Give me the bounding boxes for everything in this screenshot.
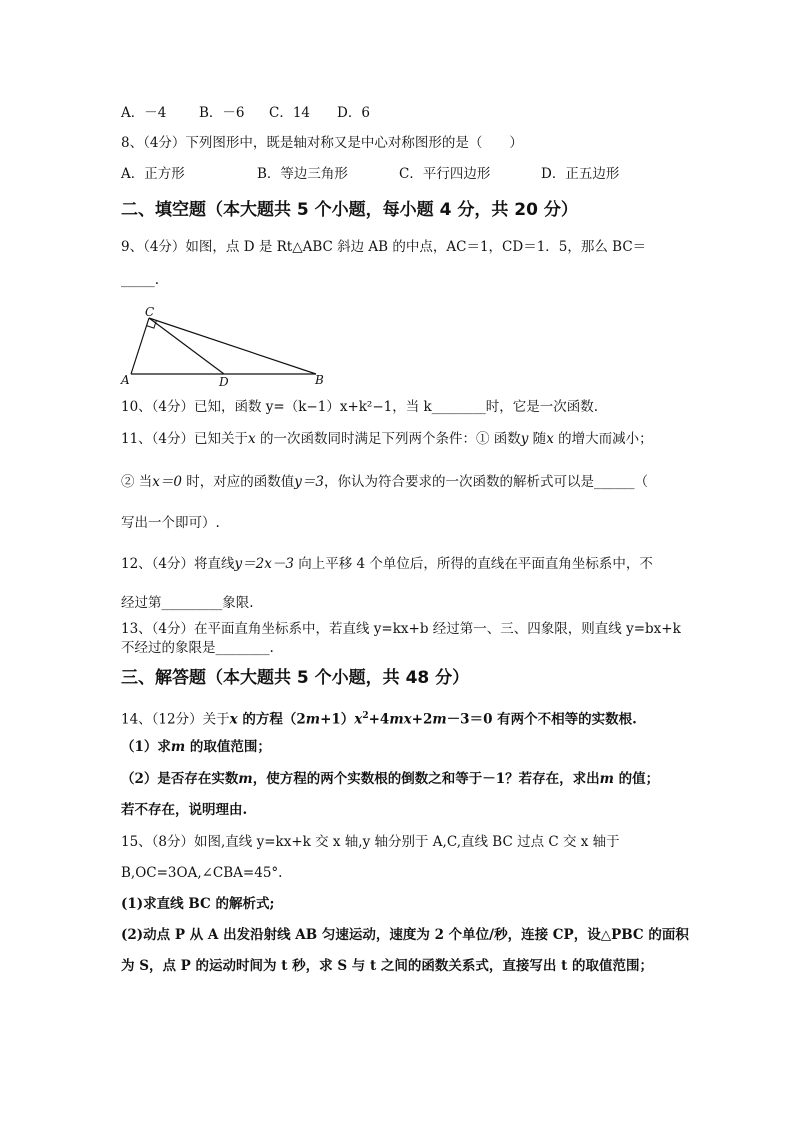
q9-line2: _____.	[121, 272, 160, 288]
q14-mid3: +4	[368, 711, 390, 728]
q9-triangle-figure	[118, 302, 348, 392]
q11-var-x2: x	[546, 431, 554, 447]
q11-mid2: 随	[528, 431, 547, 447]
section-3-title: 三、解答题（本大题共 5 个小题，共 48 分）	[121, 668, 470, 688]
q7-option-c: C．14	[269, 105, 311, 121]
q8-option-a: A．正方形	[121, 166, 185, 182]
q9-line1: 9、（4分）如图，点 D 是 Rt△ABC 斜边 AB 的中点，AC＝1，CD＝1．5，那么 BC＝	[121, 239, 647, 255]
q11-suffix: 的增大而减小；	[553, 431, 653, 447]
q8-options	[121, 165, 619, 183]
median-cd	[149, 318, 224, 374]
q7-option-b: B．－6	[199, 105, 245, 121]
label-b: B	[315, 373, 324, 387]
q7-options	[121, 104, 370, 122]
q8-option-c: C．平行四边形	[399, 166, 491, 182]
q14-stem	[121, 707, 637, 729]
q14-var-x: x	[229, 711, 238, 728]
q14-mid: 的方程（2	[237, 711, 306, 728]
q14-part2	[121, 770, 659, 788]
q14-mx: mx	[389, 711, 412, 728]
q11-line2	[121, 473, 648, 491]
q12-line1	[121, 555, 653, 573]
q14-m1: m	[305, 711, 321, 728]
q8-stem: 8、（4分）下列图形中，既是轴对称又是中心对称图形的是（ ）	[121, 135, 523, 151]
q14-part2-m: m	[238, 771, 253, 787]
q7-option-a: A．－4	[121, 105, 167, 121]
side-cb	[149, 318, 316, 374]
q12-equation: y＝2x－3	[234, 556, 294, 572]
q14-part2-c: 的值；	[613, 771, 660, 787]
q8-option-d: D．正五边形	[541, 166, 620, 182]
q14-part1-b: 的取值范围；	[185, 739, 271, 755]
q11-line3: 写出一个即可）.	[121, 515, 220, 531]
q15-part1: (1)求直线 BC 的解析式;	[121, 896, 275, 912]
q14-part2-line2: 若不存在，说明理由.	[121, 802, 248, 818]
q14-mid2: +1）	[320, 711, 355, 728]
q14-mid4: +2	[411, 711, 433, 728]
label-d: D	[219, 375, 229, 389]
q14-exponent: 2	[362, 711, 369, 721]
q10-line1: 10、（4分）已知，函数 y=（k−1）x+k²−1，当 k________时，它是一次函数.	[121, 399, 599, 415]
q15-line2: B,OC=3OA,∠CBA=45°.	[121, 865, 283, 881]
side-ac	[131, 318, 149, 374]
q14-x2: x	[354, 711, 363, 728]
q14-part1-m: m	[170, 739, 186, 755]
q12-prefix: 12、（4分）将直线	[121, 556, 235, 572]
q11-line2-c: ，你认为符合要求的一次函数的解析式可以是______（	[324, 474, 649, 490]
q14-part2-m2: m	[599, 771, 614, 787]
q15-part2-line1: (2)动点 P 从 A 出发沿射线 AB 匀速运动，速度为 2 个单位/秒，连接 CP，设△PBC 的面积	[121, 927, 689, 943]
q14-part2-b: ，使方程的两个实数根的倒数之和等于－1？若存在，求出	[252, 771, 600, 787]
q14-suffix: －3＝0 有两个不相等的实数根.	[446, 711, 637, 728]
q11-mid1: 的一次函数同时满足下列两个条件：① 函数	[255, 431, 521, 447]
q14-part1	[121, 738, 271, 756]
q14-part2-a: （2）是否存在实数	[121, 771, 239, 787]
q11-line2-a: ② 当	[121, 474, 153, 490]
q8-option-b: B．等边三角形	[257, 166, 348, 182]
q15-line1: 15、（8分）如图,直线 y=kx+k 交 x 轴,y 轴分别于 A,C,直线 BC 过点 C 交 x 轴于	[121, 834, 620, 850]
q14-prefix: 14、（12分）关于	[121, 711, 230, 728]
q11-line2-y: y＝3	[294, 474, 325, 490]
q11-line2-x: x＝0	[152, 474, 182, 490]
section-2-title: 二、填空题（本大题共 5 个小题，每小题 4 分，共 20 分）	[121, 200, 578, 220]
label-a: A	[121, 373, 130, 387]
label-c: C	[145, 305, 155, 319]
q11-line1	[121, 430, 653, 448]
q11-prefix: 11、（4分）已知关于	[121, 431, 249, 447]
q12-line2: 经过第_________象限.	[121, 595, 254, 611]
q14-part1-a: （1）求	[121, 739, 171, 755]
q15-part2-line2: 为 S，点 P 的运动时间为 t 秒，求 S 与 t 之间的函数关系式，直接写出 t 的取值范围；	[121, 958, 654, 974]
q13-line1: 13、（4分）在平面直角坐标系中，若直线 y=kx+b 经过第一、三、四象限，则直线 y=bx+k	[121, 621, 681, 637]
q11-line2-b: 时，对应的函数值	[182, 474, 295, 490]
q13-line2: 不经过的象限是________.	[121, 640, 274, 656]
q11-var-x: x	[248, 431, 256, 447]
q14-m2: m	[432, 711, 447, 728]
q12-suffix: 向上平移 4 个单位后，所得的直线在平面直角坐标系中，不	[293, 556, 653, 572]
q7-option-d: D．6	[337, 105, 370, 121]
q11-var-y: y	[520, 431, 529, 447]
